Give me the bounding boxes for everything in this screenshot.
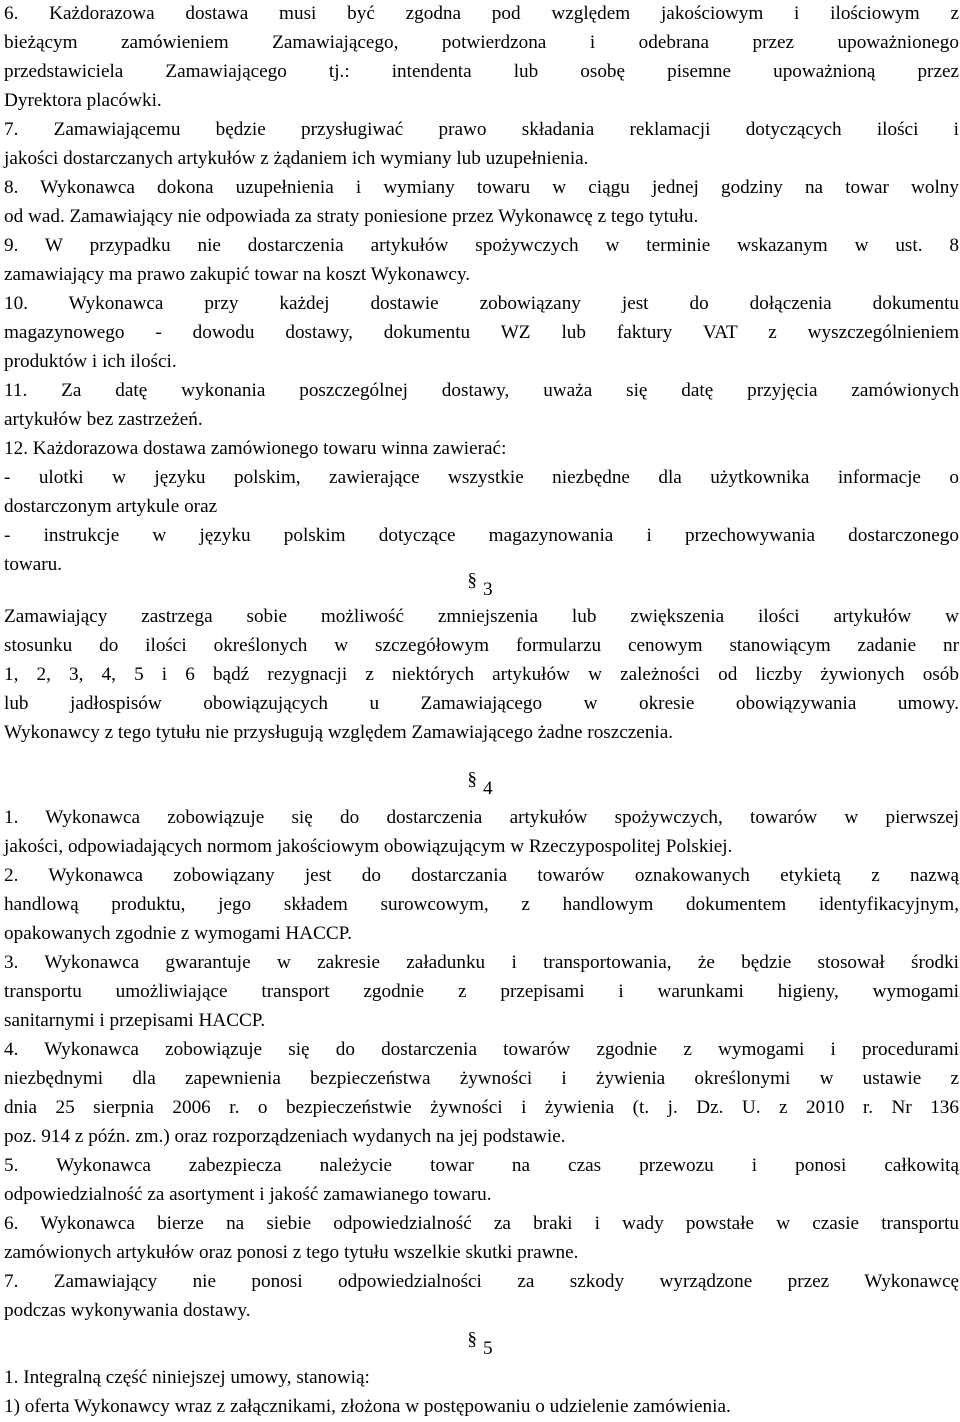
- text-line: 12. Każdorazowa dostawa zamówionego towaru winna zawierać:: [4, 438, 507, 459]
- text-line: 10. Wykonawca przy każdej dostawie zobowiązany jest do dołączenia dokumentu: [4, 293, 959, 314]
- text-line: przedstawiciela Zamawiającego tj.: intendenta lub osobę pisemne upoważnioną przez: [4, 61, 959, 82]
- section-number: 3: [483, 579, 493, 600]
- text-line: 1, 2, 3, 4, 5 i 6 bądź rezygnacji z niektórych artykułów w zależności od liczby żywionych osób: [4, 664, 959, 685]
- text-line: 6. Każdorazowa dostawa musi być zgodna pod względem jakościowym i ilościowym z: [4, 3, 959, 24]
- text-line: lub jadłospisów obowiązujących u Zamawiającego w okresie obowiązywania umowy.: [4, 693, 959, 714]
- text-line: towaru.: [4, 554, 63, 575]
- text-line: 6. Wykonawca bierze na siebie odpowiedzialność za braki i wady powstałe w czasie transportu: [4, 1213, 959, 1234]
- text-line: Zamawiający zastrzega sobie możliwość zmniejszenia lub zwiększenia ilości artykułów w: [4, 606, 959, 627]
- text-line: transportu umożliwiające transport zgodnie z przepisami i warunkami higieny, wymogami: [4, 981, 959, 1002]
- text-line: Dyrektora placówki.: [4, 90, 162, 111]
- text-line: bieżącym zamówieniem Zamawiającego, potwierdzona i odebrana przez upoważnionego: [4, 32, 959, 53]
- text-line: Wykonawcy z tego tytułu nie przysługują względem Zamawiającego żadne roszczenia.: [4, 722, 674, 743]
- text-line: 4. Wykonawca zobowiązuje się do dostarczenia towarów zgodnie z wymogami i procedurami: [4, 1039, 959, 1060]
- text-line: niezbędnymi dla zapewnienia bezpieczeństwa żywności i żywienia określonymi w ustawie z: [4, 1068, 959, 1089]
- section-number: 4: [483, 778, 493, 799]
- section-number: 5: [483, 1338, 493, 1359]
- text-line: - ulotki w języku polskim, zawierające wszystkie niezbędne dla użytkownika informacje o: [4, 467, 959, 488]
- text-line: poz. 914 z późn. zm.) oraz rozporządzeniach wydanych na jej podstawie.: [4, 1126, 566, 1147]
- section-sign: §: [467, 769, 477, 790]
- section-sign: §: [467, 570, 477, 591]
- text-line: handlową produktu, jego składem surowcowym, z handlowym dokumentem identyfikacyjnym,: [4, 894, 959, 915]
- text-line: opakowanych zgodnie z wymogami HACCP.: [4, 923, 352, 944]
- text-line: 1) oferta Wykonawcy wraz z załącznikami, złożona w postępowaniu o udzielenie zamówienia.: [4, 1396, 731, 1417]
- text-line: odpowiedzialność za asortyment i jakość zamawianego towaru.: [4, 1184, 492, 1205]
- section-sign: §: [467, 1329, 477, 1350]
- text-line: 8. Wykonawca dokona uzupełnienia i wymiany towaru w ciągu jednej godziny na towar wolny: [4, 177, 959, 198]
- text-line: 7. Zamawiający nie ponosi odpowiedzialności za szkody wyrządzone przez Wykonawcę: [4, 1271, 959, 1292]
- text-line: dostarczonym artykule oraz: [4, 496, 218, 517]
- text-line: sanitarnymi i przepisami HACCP.: [4, 1010, 266, 1031]
- text-line: podczas wykonywania dostawy.: [4, 1300, 251, 1321]
- text-line: zamówionych artykułów oraz ponosi z tego tytułu wszelkie skutki prawne.: [4, 1242, 579, 1263]
- text-line: stosunku do ilości określonych w szczegółowym formularzu cenowym stanowiącym zadanie nr: [4, 635, 959, 656]
- text-line: 9. W przypadku nie dostarczenia artykułów spożywczych w terminie wskazanym w ust. 8: [4, 235, 959, 256]
- section-heading-3: [0, 570, 960, 604]
- text-line: 1. Integralną część niniejszej umowy, stanowią:: [4, 1367, 370, 1388]
- text-line: 11. Za datę wykonania poszczególnej dostawy, uważa się datę przyjęcia zamówionych: [4, 380, 959, 401]
- text-line: 3. Wykonawca gwarantuje w zakresie załadunku i transportowania, że będzie stosował środki: [4, 952, 959, 973]
- text-line: 1. Wykonawca zobowiązuje się do dostarczenia artykułów spożywczych, towarów w pierwszej: [4, 807, 959, 828]
- text-line: jakości dostarczanych artykułów z żądaniem ich wymiany lub uzupełnienia.: [4, 148, 589, 169]
- text-line: magazynowego - dowodu dostawy, dokumentu WZ lub faktury VAT z wyszczególnieniem: [4, 322, 959, 343]
- text-line: 5. Wykonawca zabezpiecza należycie towar na czas przewozu i ponosi całkowitą: [4, 1155, 959, 1176]
- text-line: 2. Wykonawca zobowiązany jest do dostarczania towarów oznakowanych etykietą z nazwą: [4, 865, 959, 886]
- section-heading-4: [0, 769, 960, 803]
- text-line: dnia 25 sierpnia 2006 r. o bezpieczeństwie żywności i żywienia (t. j. Dz. U. z 2010 r. Nr 136: [4, 1097, 959, 1118]
- section-heading-5: [0, 1329, 960, 1363]
- text-line: od wad. Zamawiający nie odpowiada za straty poniesione przez Wykonawcę z tego tytułu.: [4, 206, 699, 227]
- text-line: produktów i ich ilości.: [4, 351, 177, 372]
- text-line: - instrukcje w języku polskim dotyczące magazynowania i przechowywania dostarczonego: [4, 525, 959, 546]
- text-line: zamawiający ma prawo zakupić towar na koszt Wykonawcy.: [4, 264, 471, 285]
- text-line: 7. Zamawiającemu będzie przysługiwać prawo składania reklamacji dotyczących ilości i: [4, 119, 959, 140]
- text-line: artykułów bez zastrzeżeń.: [4, 409, 203, 430]
- text-line: jakości, odpowiadających normom jakościowym obowiązującym w Rzeczypospolitej Polskiej.: [4, 836, 733, 857]
